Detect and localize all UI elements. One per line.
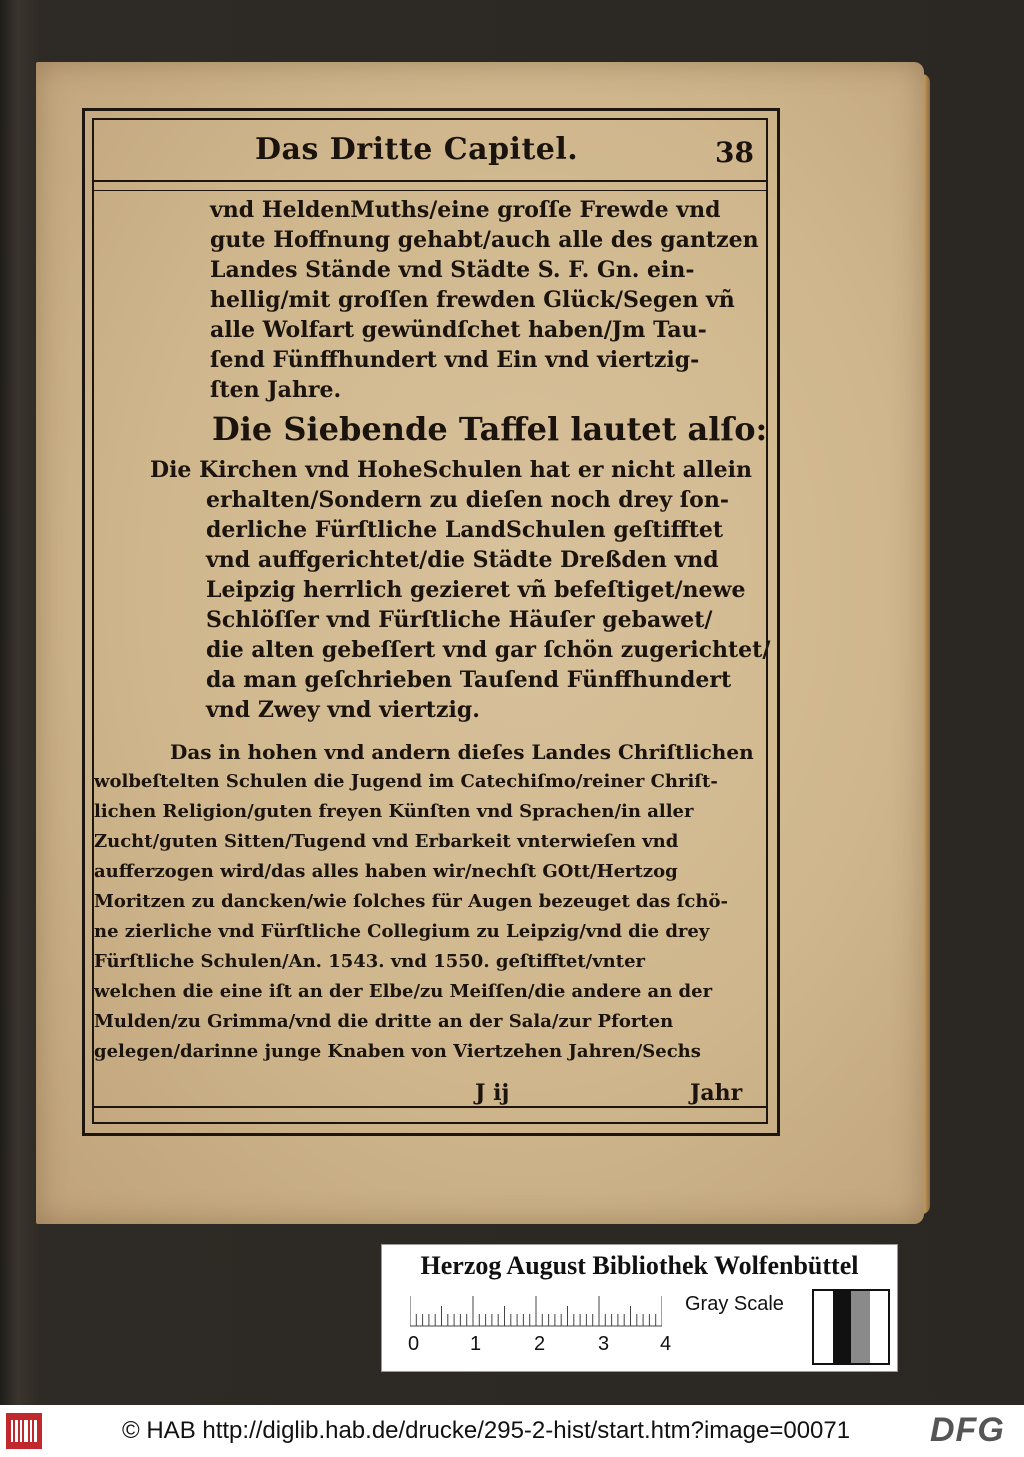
text-line: Leipzig herrlich gezieret vñ befeſtiget/newe [206,577,746,603]
text-line: da man geſchrieben Tauſend Fünffhundert [206,667,732,693]
text-line: vnd auffgerichtet/die Städte Dreßden vnd [206,547,719,573]
text-line: gelegen/darinne junge Knaben von Viertzehen Jahren/Sechs [94,1041,701,1062]
text-line: wolbeſtelten Schulen die Jugend im Catechiſmo/reiner Chriſt- [94,771,718,792]
running-header: Das Dritte Capitel. [255,132,579,167]
text-line: Fürſtliche Schulen/An. 1543. vnd 1550. geſtifftet/vnter [94,951,646,972]
text-line: Moritzen zu dancken/wie ſolches für Augen bezeuget das ſchö- [94,891,728,912]
signature-mark: J ij [475,1080,510,1106]
gray-swatches [812,1289,890,1365]
text-line: Zucht/guten Sitten/Tugend vnd Erbarkeit vnterwieſen vnd [94,831,679,852]
ruler-label: 4 [660,1333,672,1355]
source-credit: © HAB http://diglib.hab.de/drucke/295-2-hist/start.htm?image=00071 [122,1417,851,1444]
header-rule [92,180,766,182]
dfg-logo: DFG [930,1411,1005,1449]
text-line: Schlöſſer vnd Fürſtliche Häuſer gebawet/ [206,607,713,633]
gray-swatch [851,1291,870,1363]
ruler-label: 3 [598,1333,610,1355]
text-line: hellig/mit groſſen frewden Glück/Segen vñ [210,287,735,313]
text-line: welchen die eine iſt an der Elbe/zu Meiſſen/die andere an der [94,981,713,1002]
text-line: lichen Religion/guten freyen Künſten vnd Sprachen/in aller [94,801,694,822]
text-line: gute Hoffnung gehabt/auch alle des gantzen [210,227,759,253]
text-line: Die Kirchen vnd HoheSchulen hat er nicht allein [150,457,752,483]
ruler-label: 0 [408,1333,420,1355]
ruler-label: 2 [534,1333,546,1355]
catchword: Jahr [690,1080,743,1106]
text-line: erhalten/Sondern zu dieſen noch drey ſon- [206,487,729,513]
text-line: Mulden/zu Grimma/vnd die dritte an der Sala/zur Pforten [94,1011,674,1032]
text-line: vnd HeldenMuths/eine groſſe Frewde vnd [210,197,721,223]
gray-swatch [833,1291,852,1363]
text-line: ſten Jahre. [210,377,342,403]
text-line: derliche Fürſtliche LandSchulen geſtifftet [206,517,724,543]
barcode-icon [6,1413,42,1449]
text-line: die alten gebeſſert vnd gar ſchön zugerichtet/ [206,637,771,663]
section-heading: Die Siebende Taffel lautet alſo: [212,410,768,448]
footer-bar [0,1405,1024,1457]
text-line: ſend Fünffhundert vnd Ein vnd viertzig- [210,347,700,373]
ruler-label: 1 [470,1333,482,1355]
text-line: ne zierliche vnd Fürſtliche Collegium zu Leipzig/vnd die drey [94,921,710,942]
text-line: Das in hohen vnd andern dieſes Landes Chriſtlichen [170,740,754,764]
text-line: aufferzogen wird/das alles haben wir/nechſt GOtt/Hertzog [94,861,678,882]
text-line: alle Wolfart gewündſchet haben/Jm Tau- [210,317,707,343]
page-number: 38 [715,136,754,169]
text-line: vnd Zwey vnd viertzig. [206,697,480,723]
ruler-labels [402,1333,692,1359]
gray-swatch [814,1291,833,1363]
gray-scale-label: Gray Scale [685,1293,784,1315]
footer-rule [92,1106,766,1108]
text-line: Landes Stände vnd Städte S. F. Gn. ein- [210,257,695,283]
card-title: Herzog August Bibliothek Wolfenbüttel [420,1251,859,1280]
header-rule-thin [92,190,766,191]
color-calibration-card [381,1244,898,1372]
gray-swatch [870,1291,889,1363]
ruler-scale [410,1293,662,1327]
